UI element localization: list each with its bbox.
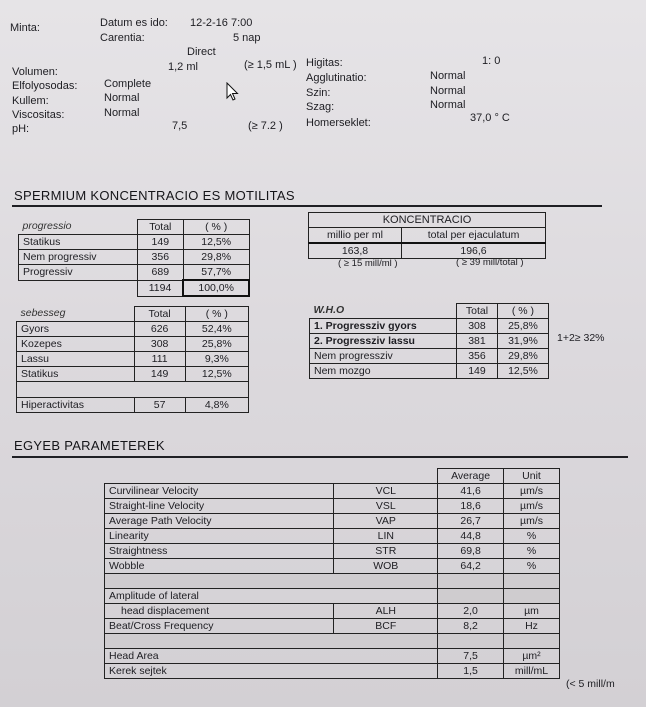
row-pct: 31,9% <box>497 334 548 349</box>
table-row <box>19 265 250 281</box>
row-pct: 29,8% <box>497 349 548 364</box>
szin-value: Normal <box>430 85 466 97</box>
row-total: 689 <box>137 265 183 281</box>
table-row <box>17 322 249 337</box>
progressio-col-pct: ( % ) <box>183 220 249 235</box>
higitas-value: 1: 0 <box>482 55 501 67</box>
progressio-table <box>18 219 250 297</box>
carentia-label: Carentia: <box>100 32 145 44</box>
sebesseg-col-total: Total <box>134 307 185 322</box>
head-area-avg: 7,5 <box>438 649 504 664</box>
row-pct: 12,5% <box>183 235 249 250</box>
row-pct: 12,5% <box>497 364 548 379</box>
params-col-unit: Unit <box>504 469 560 484</box>
row-pct: 12,5% <box>185 367 248 382</box>
volumen-ref: (≥ 1,5 mL ) <box>244 59 297 71</box>
param-abbr: VCL <box>334 484 438 499</box>
kullem-label: Kullem: <box>12 95 49 107</box>
row-pct: 52,4% <box>185 322 248 337</box>
table-row <box>105 559 560 574</box>
koncentracio-table <box>308 212 546 259</box>
param-unit: µm/s <box>504 514 560 529</box>
volumen-value: 1,2 ml <box>168 61 198 73</box>
param-abbr: WOB <box>334 559 438 574</box>
table-row <box>105 664 560 679</box>
table-row <box>105 499 560 514</box>
bcf-avg: 8,2 <box>438 619 504 634</box>
progressio-col-total: Total <box>137 220 183 235</box>
row-total: 381 <box>456 334 497 349</box>
row-pct: 25,8% <box>497 319 548 334</box>
kerek-label: Kerek sejtek <box>105 664 438 679</box>
elfolyosodas-value: Complete <box>104 78 152 90</box>
param-avg: 41,6 <box>438 484 504 499</box>
alh-label-line2: head displacement <box>105 604 334 619</box>
table-row <box>105 589 560 604</box>
koncentracio-ref2: ( ≥ 39 mill/total ) <box>456 257 524 268</box>
row-label: Kozepes <box>17 337 135 352</box>
spacer-row <box>105 634 560 649</box>
who-table <box>309 303 549 379</box>
koncentracio-col2: total per ejaculatum <box>402 228 546 244</box>
head-area-label: Head Area <box>105 649 438 664</box>
table-row <box>310 364 549 379</box>
param-label: Curvilinear Velocity <box>105 484 334 499</box>
bcf-unit: Hz <box>504 619 560 634</box>
progressio-title: progressio <box>19 220 138 235</box>
sebesseg-col-pct: ( % ) <box>185 307 248 322</box>
table-row <box>105 529 560 544</box>
higitas-label: Higitas: <box>306 57 343 69</box>
koncentracio-val2: 196,6 <box>402 243 546 259</box>
sebesseg-title: sebesseg <box>17 307 135 322</box>
param-unit: % <box>504 529 560 544</box>
head-area-unit: µm² <box>504 649 560 664</box>
param-avg: 69,8 <box>438 544 504 559</box>
kerek-unit: mill/mL <box>504 664 560 679</box>
minta-label: Minta: <box>10 22 40 34</box>
param-unit: µm/s <box>504 484 560 499</box>
agglutinatio-label: Agglutinatio: <box>306 72 367 84</box>
param-label: Linearity <box>105 529 334 544</box>
ph-ref: (≥ 7.2 ) <box>248 120 283 132</box>
param-avg: 64,2 <box>438 559 504 574</box>
table-row <box>17 352 249 367</box>
table-row <box>105 619 560 634</box>
szag-value: Normal <box>430 99 466 111</box>
table-row <box>105 514 560 529</box>
row-total: 308 <box>456 319 497 334</box>
hiper-total: 57 <box>134 398 185 413</box>
table-row <box>310 319 549 334</box>
row-label: Nem progressiv <box>19 250 138 265</box>
agglutinatio-value: Normal <box>430 70 466 82</box>
params-table <box>104 468 560 679</box>
homerseklet-value: 37,0 ° C <box>470 112 510 124</box>
koncentracio-col1: millio per ml <box>309 228 402 244</box>
param-abbr: VSL <box>334 499 438 514</box>
row-label: Statikus <box>17 367 135 382</box>
row-total: 149 <box>134 367 185 382</box>
row-label: 1. Progressziv gyors <box>310 319 457 334</box>
table-row <box>310 349 549 364</box>
row-total: 626 <box>134 322 185 337</box>
row-label: Nem mozgo <box>310 364 457 379</box>
row-total: 149 <box>456 364 497 379</box>
sum-pct: 100,0% <box>183 280 249 296</box>
table-row-sum <box>19 280 250 296</box>
koncentracio-ref1: ( ≥ 15 mill/ml ) <box>338 258 398 269</box>
table-row <box>105 544 560 559</box>
param-label: Wobble <box>105 559 334 574</box>
who-col-pct: ( % ) <box>497 304 548 319</box>
kerek-ref: (< 5 mill/m <box>566 678 615 690</box>
mouse-pointer-icon <box>226 82 240 102</box>
who-note: 1+2≥ 32% <box>557 332 605 344</box>
ph-value: 7,5 <box>172 120 188 132</box>
szin-label: Szin: <box>306 87 331 99</box>
row-label: Nem progressziv <box>310 349 457 364</box>
param-label: Straight-line Velocity <box>105 499 334 514</box>
viscositas-label: Viscositas: <box>12 109 65 121</box>
hiper-label: Hiperactivitas <box>17 398 135 413</box>
row-total: 149 <box>137 235 183 250</box>
alh-label-line1: Amplitude of lateral <box>105 589 438 604</box>
row-label: Lassu <box>17 352 135 367</box>
param-unit: % <box>504 559 560 574</box>
table-row <box>19 250 250 265</box>
spacer-row <box>17 382 249 398</box>
viscositas-value: Normal <box>104 107 140 119</box>
who-title: W.H.O <box>310 304 457 319</box>
homerseklet-label: Homerseklet: <box>306 117 371 129</box>
szag-label: Szag: <box>306 101 335 113</box>
table-row <box>105 484 560 499</box>
param-abbr: VAP <box>334 514 438 529</box>
table-row <box>105 649 560 664</box>
sebesseg-table <box>16 306 249 413</box>
row-total: 356 <box>456 349 497 364</box>
who-col-total: Total <box>456 304 497 319</box>
param-abbr: STR <box>334 544 438 559</box>
alh-abbr: ALH <box>334 604 438 619</box>
table-row-hiperactivitas <box>17 398 249 413</box>
section-divider <box>12 205 602 207</box>
alh-unit: µm <box>504 604 560 619</box>
param-unit: µm/s <box>504 499 560 514</box>
param-label: Straightness <box>105 544 334 559</box>
kullem-value: Normal <box>104 92 140 104</box>
ph-label: pH: <box>12 123 30 135</box>
param-label: Average Path Velocity <box>105 514 334 529</box>
carentia-value: 5 nap <box>233 32 261 44</box>
table-row <box>19 235 250 250</box>
direct-label: Direct <box>187 46 216 58</box>
table-row <box>17 337 249 352</box>
kerek-avg: 1,5 <box>438 664 504 679</box>
section-title-parameterek: EGYEB PARAMETEREK <box>14 438 165 453</box>
row-pct: 9,3% <box>185 352 248 367</box>
param-avg: 44,8 <box>438 529 504 544</box>
volumen-label: Volumen: <box>12 66 58 78</box>
param-avg: 26,7 <box>438 514 504 529</box>
row-total: 308 <box>134 337 185 352</box>
param-avg: 18,6 <box>438 499 504 514</box>
row-total: 356 <box>137 250 183 265</box>
row-total: 111 <box>134 352 185 367</box>
row-pct: 29,8% <box>183 250 249 265</box>
bcf-label: Beat/Cross Frequency <box>105 619 334 634</box>
alh-avg: 2,0 <box>438 604 504 619</box>
row-pct: 25,8% <box>185 337 248 352</box>
hiper-pct: 4,8% <box>185 398 248 413</box>
table-row <box>105 604 560 619</box>
table-row <box>310 334 549 349</box>
bcf-abbr: BCF <box>334 619 438 634</box>
elfolyosodas-label: Elfolyosodas: <box>12 80 78 92</box>
table-row <box>17 367 249 382</box>
section-title-motilitas: SPERMIUM KONCENTRACIO ES MOTILITAS <box>14 188 295 203</box>
param-abbr: LIN <box>334 529 438 544</box>
spacer-row <box>105 574 560 589</box>
row-label: Progressiv <box>19 265 138 281</box>
datum-value: 12-2-16 7:00 <box>190 17 253 29</box>
datum-label: Datum es ido: <box>100 17 168 29</box>
koncentracio-title: KONCENTRACIO <box>309 213 546 228</box>
row-pct: 57,7% <box>183 265 249 281</box>
param-unit: % <box>504 544 560 559</box>
koncentracio-val1: 163,8 <box>309 243 402 259</box>
row-label: 2. Progressziv lassu <box>310 334 457 349</box>
row-label: Statikus <box>19 235 138 250</box>
params-col-avg: Average <box>438 469 504 484</box>
sum-total: 1194 <box>137 280 183 296</box>
section-divider <box>12 456 628 458</box>
row-label: Gyors <box>17 322 135 337</box>
